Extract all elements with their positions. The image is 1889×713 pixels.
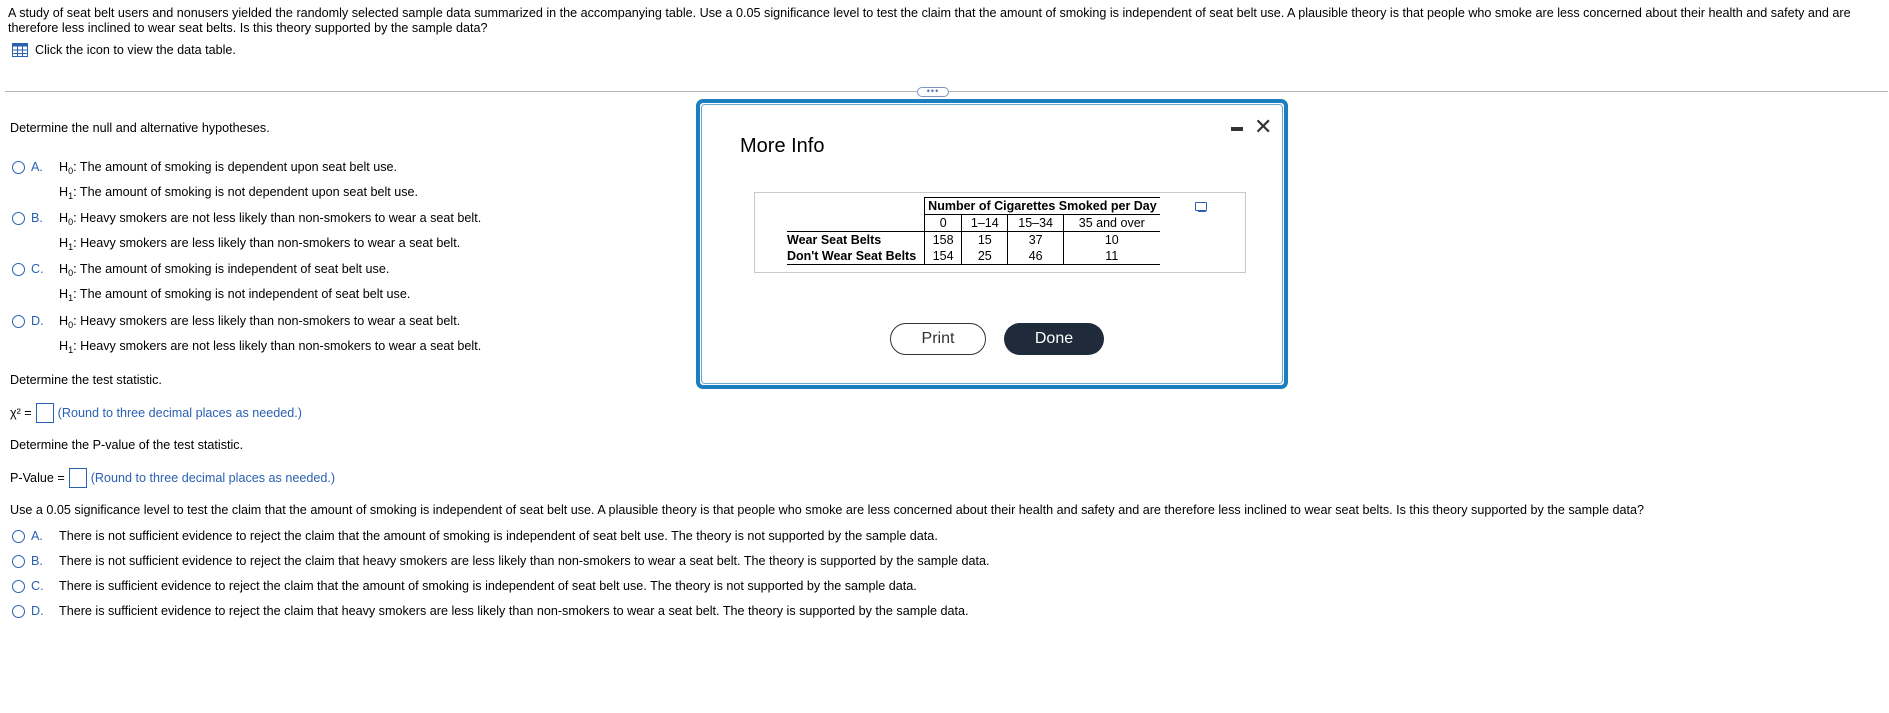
option-letter: D. [31, 604, 44, 618]
null-hypothesis: $H_0$: Heavy smokers are less likely than non-smokers to wear a seat belt. [59, 314, 461, 330]
table-column-header: 15–34 [1008, 215, 1063, 232]
copy-icon[interactable] [1195, 202, 1207, 211]
option-letter: D. [31, 314, 44, 328]
table-cell: 46 [1008, 248, 1063, 265]
data-table-panel [754, 192, 1246, 273]
question-hypotheses: Determine the null and alternative hypotheses. [10, 121, 270, 135]
option-letter: B. [31, 554, 43, 568]
table-cell: 37 [1008, 232, 1063, 249]
question-test-statistic: Determine the test statistic. [10, 373, 162, 387]
radio-button[interactable] [12, 555, 25, 568]
radio-button[interactable] [12, 263, 25, 276]
table-column-header: 35 and over [1063, 215, 1159, 232]
dialog-frame [701, 104, 1283, 384]
divider-handle[interactable]: ••• [917, 87, 949, 97]
radio-button[interactable] [12, 530, 25, 543]
table-column-group-header: Number of Cigarettes Smoked per Day [925, 198, 1160, 215]
conclusion-option-a[interactable] [12, 529, 938, 543]
null-hypothesis: $H_0$: Heavy smokers are not less likely than non-smokers to wear a seat belt. [59, 211, 482, 227]
option-text: There is not sufficient evidence to reject the claim that the amount of smoking is independent of seat belt use. The theory is not supported by the sample data. [59, 529, 938, 543]
option-text: There is sufficient evidence to reject the claim that heavy smokers are less likely than non-smokers to wear a seat belt. The theory is supported by the sample data. [59, 604, 969, 618]
null-hypothesis: $H_0$: The amount of smoking is dependent upon seat belt use. [59, 160, 398, 176]
radio-button[interactable] [12, 580, 25, 593]
null-hypothesis: $H_0$: The amount of smoking is independent of seat belt use. [59, 262, 390, 278]
minimize-icon[interactable] [1231, 127, 1243, 131]
hypothesis-option-a[interactable] [12, 160, 418, 207]
close-icon[interactable]: ✕ [1254, 114, 1273, 139]
hypothesis-option-c[interactable] [12, 262, 410, 309]
conclusion-option-c[interactable] [12, 579, 917, 593]
option-text: There is not sufficient evidence to reject the claim that heavy smokers are less likely than non-smokers to wear a seat belt. The theory is supported by the sample data. [59, 554, 990, 568]
alt-hypothesis: $H_1$: The amount of smoking is not independent of seat belt use. [59, 287, 411, 303]
table-cell: 154 [925, 248, 962, 265]
question-conclusion: Use a 0.05 significance level to test the claim that the amount of smoking is independent of seat belt use. A plausible theory is that people who smoke are less concerned about their health and safety and are therefore less inclined to wear seat belts. Is this theory supported by the sample data? [10, 503, 1644, 517]
option-text: There is sufficient evidence to reject the claim that the amount of smoking is independent of seat belt use. The theory is not supported by the sample data. [59, 579, 917, 593]
chi-square-label: χ² = [10, 406, 32, 420]
table-column-header: 1–14 [962, 215, 1008, 232]
rounding-hint: (Round to three decimal places as needed.) [90, 471, 336, 485]
table-column-header: 0 [925, 215, 962, 232]
option-letter: B. [31, 211, 43, 225]
table-cell: 10 [1104, 233, 1119, 247]
dialog-title: More Info [740, 135, 825, 157]
more-info-dialog [696, 99, 1288, 389]
table-grid-icon[interactable] [12, 43, 28, 57]
radio-button[interactable] [12, 315, 25, 328]
problem-intro: A study of seat belt users and nonusers yielded the randomly selected sample data summarized in the accompanying table. Use a 0.05 significance level to test the claim that the amount of smoking is independent of seat belt use. A plausible theory is that people who smoke are less concerned about their health and safety and are therefore less inclined to wear seat belts. Is this theory supported by the sample data? [8, 6, 1851, 35]
chi-square-input[interactable] [36, 403, 54, 423]
hypothesis-option-d[interactable] [12, 314, 481, 361]
table-cell: 158 [925, 232, 962, 249]
table-cell: 15 [962, 232, 1008, 249]
option-letter: A. [31, 529, 43, 543]
p-value-answer-row [10, 468, 335, 488]
table-cell: 25 [962, 248, 1008, 265]
radio-button[interactable] [12, 212, 25, 225]
rounding-hint: (Round to three decimal places as needed.) [57, 406, 302, 420]
alt-hypothesis: $H_1$: Heavy smokers are less likely than non-smokers to wear a seat belt. [59, 236, 461, 252]
print-button[interactable]: Print [890, 323, 986, 355]
conclusion-option-b[interactable] [12, 554, 990, 568]
conclusion-option-d[interactable] [12, 604, 969, 618]
option-letter: C. [31, 579, 44, 593]
view-data-table-label: Click the icon to view the data table. [35, 43, 236, 57]
option-letter: A. [31, 160, 43, 174]
data-table [787, 197, 1160, 265]
view-data-table-link[interactable] [12, 43, 236, 57]
alt-hypothesis: $H_1$: The amount of smoking is not dependent upon seat belt use. [59, 185, 419, 201]
hypothesis-option-b[interactable] [12, 211, 481, 258]
chi-square-answer-row [10, 403, 302, 423]
table-cell: 11 [1063, 248, 1159, 265]
done-button[interactable]: Done [1004, 323, 1104, 355]
radio-button[interactable] [12, 161, 25, 174]
alt-hypothesis: $H_1$: Heavy smokers are not less likely than non-smokers to wear a seat belt. [59, 339, 482, 355]
question-p-value: Determine the P-value of the test statistic. [10, 438, 244, 452]
table-row-label: Don't Wear Seat Belts [787, 248, 925, 265]
radio-button[interactable] [12, 605, 25, 618]
p-value-label: P-Value = [10, 471, 65, 485]
table-row-label: Wear Seat Belts [787, 232, 925, 249]
p-value-input[interactable] [69, 468, 87, 488]
option-letter: C. [31, 262, 44, 276]
